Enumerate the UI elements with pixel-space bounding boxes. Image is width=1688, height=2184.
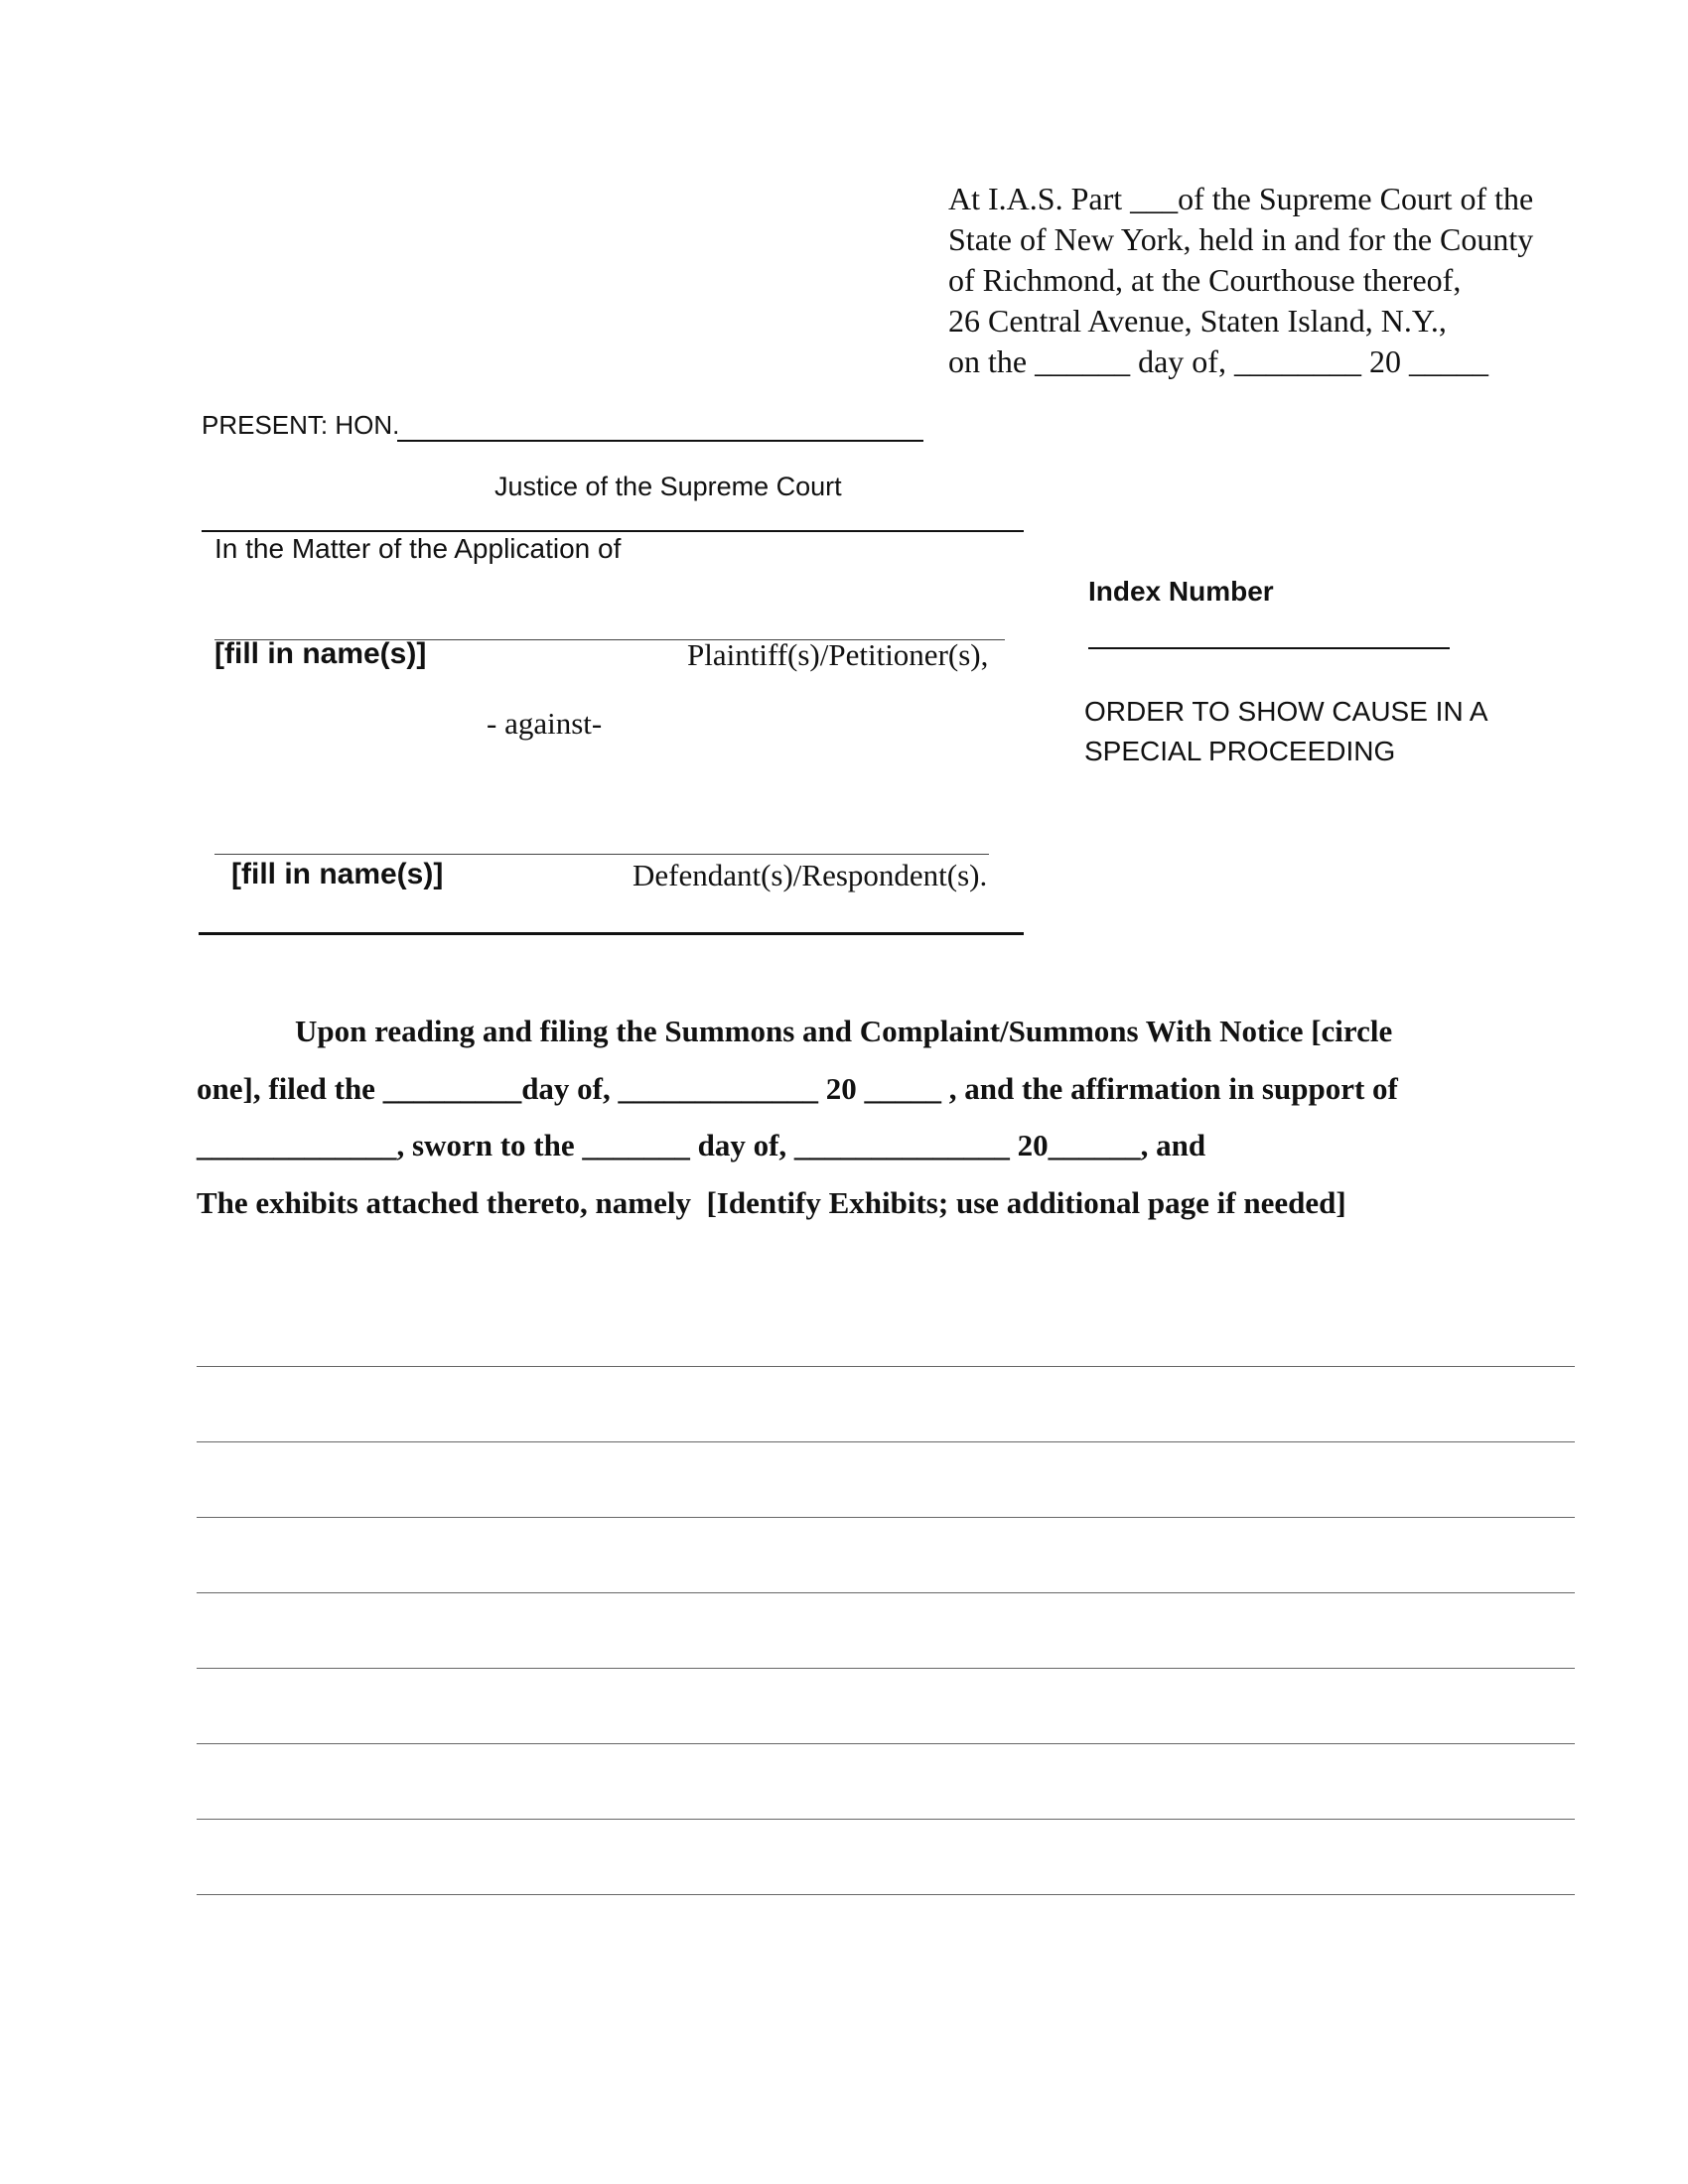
doc-title-line-1: ORDER TO SHOW CAUSE IN A [1084, 696, 1488, 727]
plaintiff-name-placeholder: [fill in name(s)] [214, 637, 427, 670]
exhibit-line[interactable] [197, 1517, 1575, 1518]
exhibit-line[interactable] [197, 1592, 1575, 1593]
matter-of-text: In the Matter of the Application of [214, 533, 622, 564]
body-line-1: Upon reading and filing the Summons and Complaint/Summons With Notice [circle [295, 1014, 1393, 1048]
plaintiff-role: Plaintiff(s)/Petitioner(s), [687, 637, 989, 672]
exhibit-line[interactable] [197, 1668, 1575, 1669]
exhibit-line[interactable] [197, 1743, 1575, 1744]
index-number-label: Index Number [1088, 576, 1274, 607]
index-number-line[interactable] [1088, 647, 1450, 649]
justice-title: Justice of the Supreme Court [494, 472, 842, 501]
exhibit-line[interactable] [197, 1441, 1575, 1442]
against-text: - against- [487, 706, 603, 741]
defendant-name-placeholder: [fill in name(s)] [231, 858, 444, 890]
exhibit-line[interactable] [197, 1894, 1575, 1895]
body-line-3: _____________, sworn to the _______ day of, ______________ 20______, and [197, 1128, 1206, 1162]
body-line-2: one], filed the _________day of, _____________ 20 _____ , and the affirmation in support of [197, 1071, 1398, 1106]
justice-name-line[interactable] [397, 440, 923, 442]
court-header-line-4: 26 Central Avenue, Staten Island, N.Y., [948, 303, 1447, 339]
body-line-4: The exhibits attached thereto, namely [Identify Exhibits; use additional page if needed] [197, 1185, 1346, 1220]
court-header-line-2: State of New York, held in and for the County [948, 221, 1534, 257]
court-header-line-5: on the ______ day of, ________ 20 _____ [948, 343, 1488, 379]
defendant-role: Defendant(s)/Respondent(s). [633, 858, 988, 892]
court-header-line-3: of Richmond, at the Courthouse thereof, [948, 262, 1462, 298]
court-header-line-1: At I.A.S. Part ___of the Supreme Court of the [948, 181, 1534, 216]
caption-bottom-rule [199, 932, 1024, 935]
doc-title-line-2: SPECIAL PROCEEDING [1084, 736, 1396, 766]
defendant-name-line[interactable] [214, 854, 989, 855]
present-hon-label: PRESENT: HON. [202, 410, 400, 440]
exhibit-line[interactable] [197, 1819, 1575, 1820]
exhibit-line[interactable] [197, 1366, 1575, 1367]
caption-top-rule [202, 530, 1024, 532]
